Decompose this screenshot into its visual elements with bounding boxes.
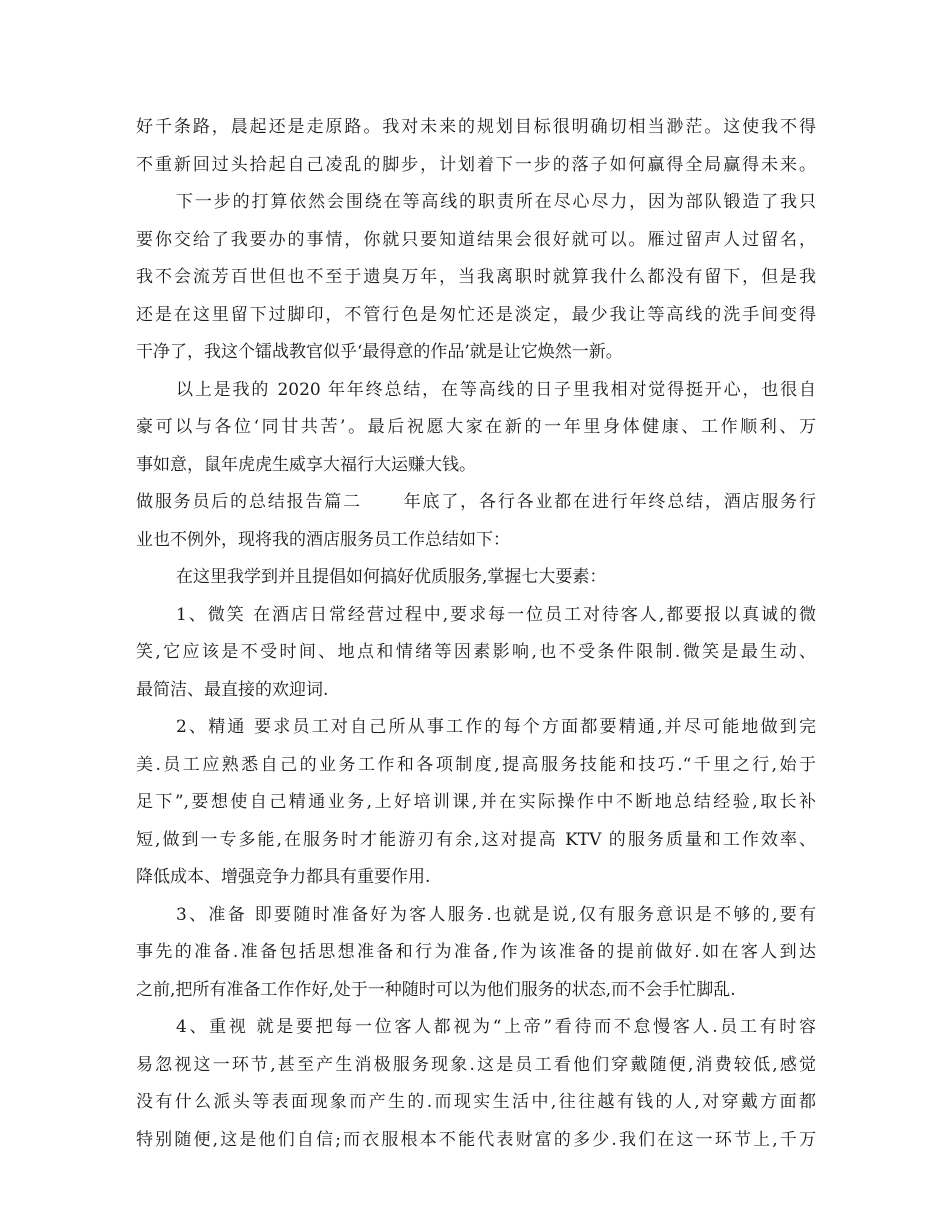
- text-line: 好千条路，晨起还是走原路。我对未来的规划目标很明确切相当渺茫。这使我不得: [136, 117, 816, 137]
- text-line: 要你交给了我要办的事情，你就只要知道结果会很好就可以。雁过留声人过留名，: [136, 229, 816, 250]
- text-line: 足下”,要想使自己精通业务,上好培训课,并在实际操作中不断地总结经验,取长补: [136, 792, 816, 812]
- text-line: 以上是我的 2020 年年终总结，在等高线的日子里我相对觉得挺开心，也很自: [176, 379, 816, 400]
- text-line: 在这里我学到并且提倡如何搞好优质服务,掌握七大要素：: [176, 567, 607, 587]
- text-line: 事如意，鼠年虎虎生威享大福行大运赚大钱。: [136, 454, 476, 475]
- text-line: 3、准备 即要随时准备好为客人服务.也就是说,仅有服务意识是不够的,要有: [176, 904, 816, 925]
- text-segment: 年底了，各行各业都在进行年终总结，酒店服务行: [401, 492, 817, 512]
- text-line: 不重新回过头拾起自己凌乱的脚步，计划着下一步的落子如何赢得全局赢得未来。: [136, 154, 816, 175]
- text-line: 之前,把所有准备工作作好,处于一种随时可以为他们服务的状态,而不会手忙脚乱.: [136, 979, 736, 1000]
- document-body: [136, 109, 816, 1159]
- text-line: 2、精通 要求员工对自己所从事工作的每个方面都要精通,并尽可能地做到完: [176, 717, 816, 737]
- text-line: 下一步的打算依然会围绕在等高线的职责所在尽心尽力，因为部队锻造了我只: [176, 192, 816, 212]
- text-line: 我不会流芳百世但也不至于遗臭万年，当我离职时就算我什么都没有留下，但是我: [136, 267, 816, 287]
- text-line: 特别随便,这是他们自信;而衣服根本不能代表财富的多少.我们在这一环节上,千万: [136, 1129, 816, 1150]
- text-line: 最简洁、最直接的欢迎词.: [136, 679, 329, 700]
- text-line: 1、微笑 在酒店日常经营过程中,要求每一位员工对待客人,都要报以真诚的微: [176, 604, 816, 625]
- text-line: 还是在这里留下过脚印，不管行色是匆忙还是淡定，最少我让等高线的洗手间变得: [136, 304, 816, 325]
- text-line: 事先的准备.准备包括思想准备和行为准备,作为该准备的提前做好.如在客人到达: [136, 942, 816, 962]
- section-heading-line: [136, 484, 816, 522]
- text-line: 笑,它应该是不受时间、地点和情绪等因素影响,也不受条件限制.微笑是最生动、: [136, 642, 816, 662]
- text-line: 短,做到一专多能,在服务时才能游刃有余,这对提高 KTV 的服务质量和工作效率、: [136, 829, 816, 850]
- text-line: 业也不例外，现将我的酒店服务员工作总结如下：: [136, 529, 510, 550]
- text-line: 豪可以与各位‘同甘共苦’。最后祝愿大家在新的一年里身体健康、工作顺利、万: [136, 417, 816, 437]
- text-line: 干净了，我这个镭战教官似乎‘最得意的作品’就是让它焕然一新。: [136, 342, 623, 362]
- text-line: 美.员工应熟悉自己的业务工作和各项制度,提高服务技能和技巧.“千里之行,始于: [136, 754, 816, 775]
- section-heading: 做服务员后的总结报告篇二: [136, 492, 362, 512]
- text-line: 4、重视 就是要把每一位客人都视为“上帝”看待而不怠慢客人.员工有时容: [176, 1017, 816, 1037]
- text-line: 降低成本、增强竞争力都具有重要作用.: [136, 867, 431, 887]
- text-line: 易忽视这一环节,甚至产生消极服务现象.这是员工看他们穿戴随便,消费较低,感觉: [136, 1054, 816, 1075]
- text-line: 没有什么派头等表面现象而产生的.而现实生活中,往往越有钱的人,对穿戴方面都: [136, 1092, 816, 1112]
